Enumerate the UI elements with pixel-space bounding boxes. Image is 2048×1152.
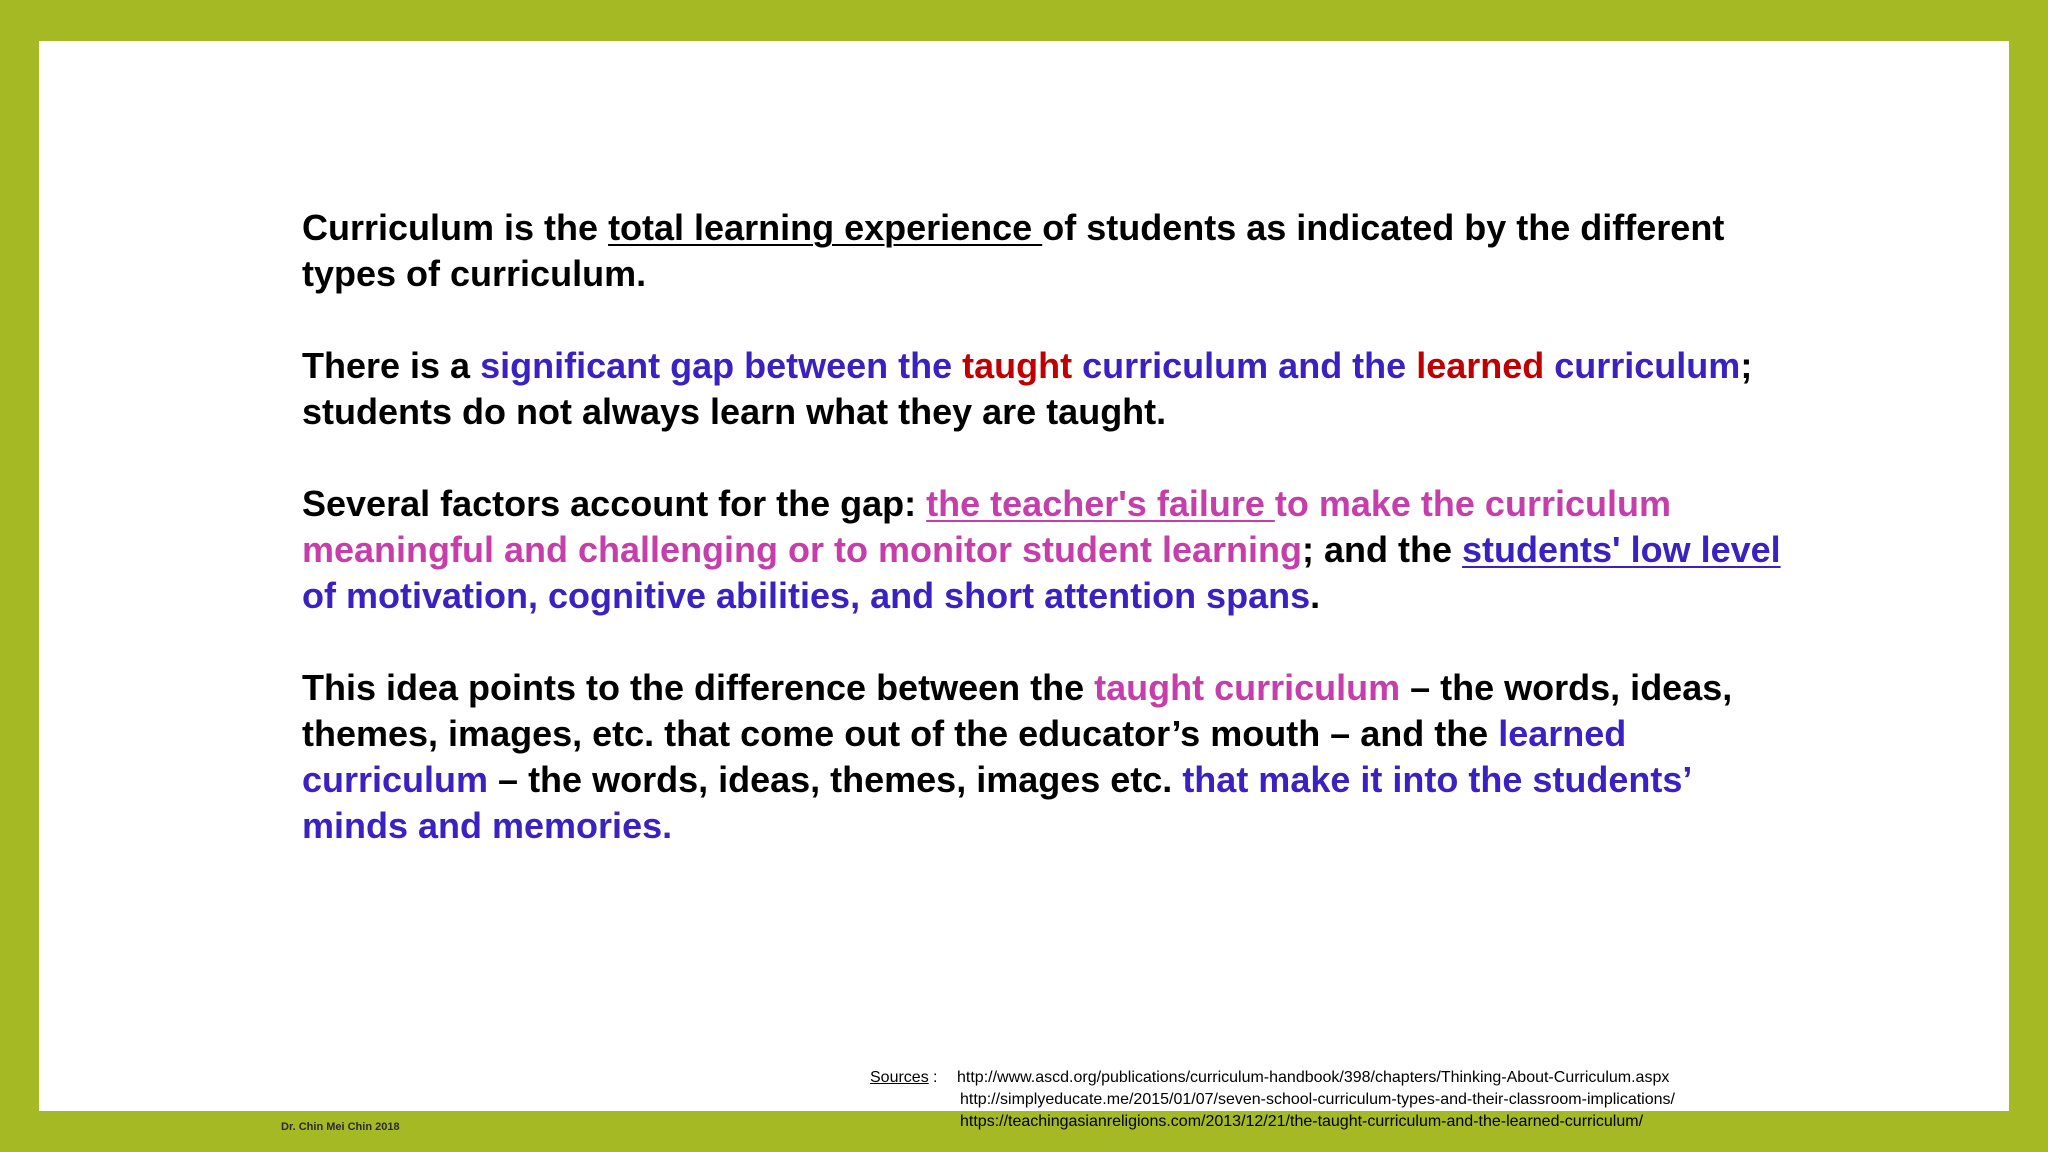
highlight-blue: significant gap between the xyxy=(480,345,963,386)
paragraph-definition xyxy=(302,205,1782,297)
text-run: . xyxy=(1310,575,1321,616)
text-run: of students as indicated by the different types of curriculum. xyxy=(302,207,1725,294)
highlight-blue: that make it into the students’ minds and memories. xyxy=(302,759,1691,846)
source-link[interactable]: https://teachingasianreligions.com/2013/12/21/the-taught-curriculum-and-the-learned-curriculum/ xyxy=(960,1113,1644,1130)
text-run: – the words, ideas, themes, images, etc. that come out of the educator’s mouth – and the xyxy=(302,667,1733,754)
highlight-blue: curriculum and the xyxy=(1072,345,1417,386)
paragraph-factors xyxy=(302,481,1782,619)
highlight-pink: taught curriculum xyxy=(1094,667,1401,708)
sources-list xyxy=(957,1067,1675,1133)
text-run: ; students do not always learn what they are taught. xyxy=(302,345,1753,432)
highlight-red: taught xyxy=(962,345,1073,386)
underlined-phrase: total learning experience xyxy=(608,207,1043,248)
highlight-blue: curriculum xyxy=(1544,345,1741,386)
text-run: Several factors account for the gap: xyxy=(302,483,927,524)
source-link[interactable]: http://simplyeducate.me/2015/01/07/seven-school-curriculum-types-and-their-classroom-implications/ xyxy=(960,1091,1675,1108)
sources-label xyxy=(870,1067,929,1089)
text-run: This idea points to the difference between the xyxy=(302,667,1095,708)
text-run: Curriculum is the xyxy=(302,207,609,248)
paragraph-gap xyxy=(302,343,1782,435)
sources-label-text: Sources xyxy=(870,1069,929,1086)
highlight-pink: to make the curriculum meaningful and challenging or to monitor student learning xyxy=(302,483,1671,570)
text-run: – the words, ideas, themes, images etc. xyxy=(488,759,1183,800)
text-run: There is a xyxy=(302,345,481,386)
highlight-red: learned xyxy=(1416,345,1545,386)
underlined-phrase: students' low level xyxy=(1462,529,1781,570)
author-credit: Dr. Chin Mei Chin 2018 xyxy=(281,1121,400,1133)
slide-content xyxy=(302,205,1782,895)
source-link[interactable]: http://www.ascd.org/publications/curriculum-handbook/398/chapters/Thinking-About-Curriculum.aspx xyxy=(957,1069,1670,1086)
text-run: ; and the xyxy=(1302,529,1463,570)
underlined-phrase: the teacher's failure xyxy=(926,483,1275,524)
highlight-blue: learned curriculum xyxy=(302,713,1627,800)
sources-colon: : xyxy=(933,1069,938,1086)
paragraph-difference xyxy=(302,665,1782,849)
highlight-blue: of motivation, cognitive abilities, and short attention spans xyxy=(302,575,1311,616)
